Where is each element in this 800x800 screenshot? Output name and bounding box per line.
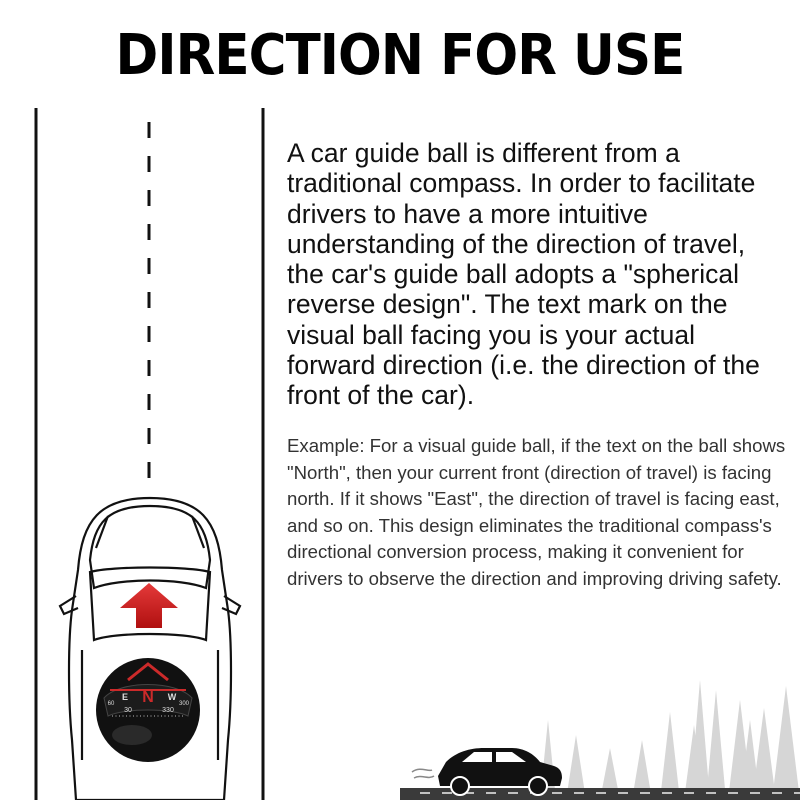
compass-mark-w: W — [167, 692, 177, 702]
compass-mark-n: N — [142, 689, 154, 706]
page-title: DIRECTION FOR USE — [115, 23, 685, 88]
compass-mark-30: 30 — [124, 707, 132, 714]
side-car-icon — [438, 748, 562, 795]
exhaust-icon — [412, 769, 434, 778]
example-description: Example: For a visual guide ball, if the text on the ball shows "North", then your current front (direction of travel) is facing north. If it shows "East", the direction of travel is facing east, and so on. This design eliminates the traditional compass's directional conversion process, making it convenient for drivers to observe the direction and improving driving safety. — [287, 435, 786, 589]
forest-silhouette — [540, 680, 800, 800]
compass-mark-60: 60 — [107, 701, 115, 707]
main-description: A car guide ball is different from a traditional compass. In order to facilitate drivers to have a more intuitive understanding of the direction of travel, the car's guide ball adopts a "spherical reverse design". The text mark on the visual ball facing you is your actual forward direction (i.e. the direction of the front of the car). — [287, 138, 760, 411]
guide-ball-compass — [96, 658, 200, 762]
forward-arrow-icon — [120, 583, 178, 628]
compass-mark-e: E — [121, 692, 129, 702]
compass-mark-300: 300 — [178, 701, 190, 707]
compass-mark-330: 330 — [162, 707, 174, 714]
